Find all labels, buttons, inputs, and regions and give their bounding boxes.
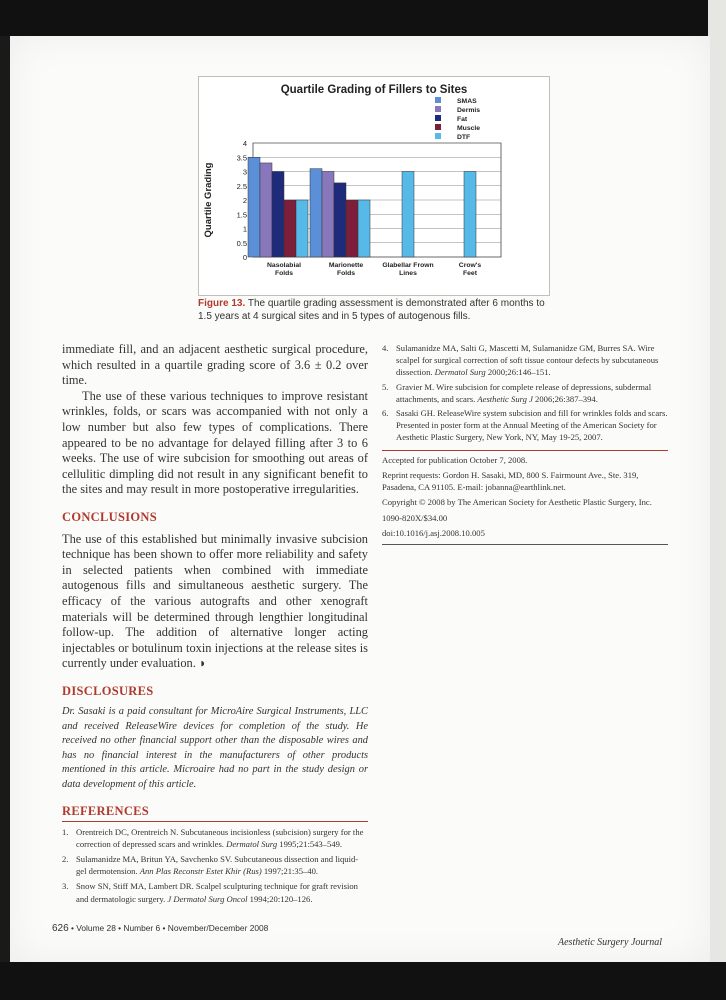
disclosures-text: Dr. Sasaki is a paid consultant for MicroAire Surgical Instruments, LLC and received ReleaseWire devices for completion of the study. He received no other financial support other than the disposable wires and has no financial interest in the manufacturers of other products mentioned in this article. Microaire had no part in the study design or data development of this article. (62, 706, 368, 790)
x-tick-label: Folds (274, 270, 294, 277)
y-tick-label: 1 (242, 224, 247, 234)
copyright: Copyright © 2008 by The American Society for Aesthetic Plastic Surgery, Inc. (382, 497, 652, 508)
divider (382, 544, 668, 545)
legend-swatch (435, 133, 441, 139)
reference-number: 4. (382, 343, 389, 353)
y-tick-label: 2 (242, 196, 247, 205)
reference-item (382, 381, 668, 405)
quartile-chart (199, 77, 549, 295)
reference-journal: Aesthetic Surg J (477, 393, 533, 404)
bar-smas (248, 157, 260, 257)
reference-text: Sulamanidze MA, Salti G, Mascetti M, Sulamanidze GM, Burres SA. Wire scalpel for surgical correction of soft tissue contour defects by subcutaneous dissection. (396, 343, 659, 378)
bar-fat (272, 172, 284, 258)
y-tick-label: 3 (242, 167, 247, 177)
reference-text: Sasaki GH. ReleaseWire system subcision and fill for wrinkles folds and scars. Presented in poster form at the Annual Meeting of the American Society for Aesthetic Plastic Surgery, New York, NY, May 19-25, 2007. (396, 408, 668, 443)
references-heading: REFERENCES (62, 804, 368, 822)
page-number: 626 (52, 923, 69, 934)
y-axis-label: Quartile Grading (203, 162, 214, 238)
end-mark: ◗ (198, 656, 207, 671)
divider (382, 450, 668, 451)
y-tick-label: 2.5 (236, 181, 247, 191)
bar-dtf (296, 200, 308, 257)
reference-journal: Dermatol Surg (434, 367, 486, 378)
reference-item (62, 853, 368, 877)
bar-dermis (322, 172, 334, 258)
legend-label: Dermis (457, 107, 481, 114)
bar-smas (310, 169, 322, 257)
reference-citation: 2000;26:146–151. (485, 367, 551, 378)
journal-page (10, 36, 710, 962)
conclusions-paragraph (62, 532, 368, 672)
bar-fat (334, 183, 346, 257)
conclusions-heading: CONCLUSIONS (62, 509, 157, 524)
bar-dtf (358, 200, 370, 257)
bar-muscle (284, 200, 296, 257)
reprint-requests: Reprint requests: Gordon H. Sasaki, MD, 800 S. Fairmount Ave., Ste. 319, Pasadena, CA 91105. E-mail: jobanna@earthlink.net. (382, 470, 639, 492)
disclosures-heading: DISCLOSURES (62, 683, 154, 698)
issn: 1090-820X/$34.00 (382, 512, 448, 523)
x-tick-label: Marionette (328, 262, 364, 269)
reference-citation: 1995;21:543–549. (277, 838, 343, 849)
issue-info: • Volume 28 • Number 6 • November/December 2008 (68, 923, 269, 933)
reference-item (382, 407, 668, 444)
legend-label: Muscle (457, 125, 481, 132)
scan-border-right (708, 0, 726, 1000)
legend-swatch (435, 106, 441, 112)
journal-name: Aesthetic Surgery Journal (558, 937, 663, 948)
y-tick-label: 1.5 (236, 210, 247, 220)
bar-dtf (464, 172, 476, 258)
x-tick-label: Glabellar Frown (382, 262, 434, 269)
chart-title: Quartile Grading of Fillers to Sites (280, 84, 468, 96)
reference-text: Sulamanidze MA, Britun YA, Savchenko SV. Subcutaneous dissection and liquid-gel dermotension. (76, 853, 359, 877)
reference-journal: Ann Plas Reconstr Estet Khir (Rus) (139, 866, 262, 877)
reference-number: 1. (62, 826, 69, 837)
paragraph-continuation: immediate fill, and an adjacent aesthetic surgical procedure, which resulted in a quartile grading score of 3.6 ± 0.2 over time. (62, 342, 368, 388)
reference-journal: J Dermatol Surg Oncol (167, 893, 248, 904)
reference-list-left (62, 826, 368, 905)
caption-text: The quartile grading assessment is demonstrated after 6 months to 1.5 years at 4 surgical sites and in 5 types of autogenous fills. (198, 298, 545, 322)
y-tick-label: 3.5 (236, 153, 247, 163)
accepted-date: Accepted for publication October 7, 2008. (382, 454, 528, 465)
reference-number: 5. (382, 381, 389, 392)
reference-list-right (382, 342, 668, 444)
legend-swatch (435, 115, 441, 121)
page-footer (52, 923, 268, 934)
paragraph-techniques: The use of these various techniques to improve resistant wrinkles, folds, or scars was accompanied with not only a low number but also few types of complications. There appeared to be no advantage for delayed filling after 3 to 6 weeks. The use of wire subcision for smoothing out areas of cellulitic dimpling did not result in any significant benefit to the sites and may result in more postoperative irregularities. (62, 388, 368, 497)
reference-number: 2. (62, 853, 69, 864)
legend-label: DTF (457, 134, 471, 141)
reference-citation: 1994;20:120–126. (247, 893, 313, 904)
x-tick-label: Crow's (458, 262, 482, 269)
right-column (382, 342, 668, 549)
reference-item (62, 826, 368, 850)
y-tick-label: 4 (242, 139, 247, 148)
scan-border-bottom (0, 962, 726, 1000)
scan-border-top (0, 0, 726, 36)
y-tick-label: 0.5 (236, 238, 247, 248)
bar-dtf (402, 172, 414, 258)
bar-dermis (260, 163, 272, 257)
reference-text: Snow SN, Stiff MA, Lambert DR. Scalpel sculpturing technique for graft revision and dermatologic surgery. (76, 881, 358, 904)
reference-citation: 2006;26:387–394. (532, 393, 598, 404)
y-tick-label: 0 (242, 253, 247, 262)
reference-item (382, 342, 668, 379)
x-tick-label: Feet (463, 270, 477, 277)
reference-item (62, 880, 368, 904)
x-tick-label: Lines (399, 270, 417, 277)
x-tick-label: Folds (336, 270, 356, 277)
figure-caption (198, 298, 558, 323)
left-column (62, 342, 368, 908)
x-tick-label: Nasolabial (267, 262, 301, 269)
conclusions-text: The use of this established but minimally invasive subcision technique has been shown to offer more reliability and safety in selected patients when combined with immediate autogenous fills and simultaneous aesthetic surgery. The efficacy of the various autografts and other xenograft materials will be determined through lengthier longitudinal follow-up. The addition of alternative longer acting injectables or botulinum toxin injections at the release sites is currently under evaluation. (62, 531, 368, 671)
article-meta (382, 455, 668, 540)
reference-citation: 1997;21:35–40. (261, 866, 319, 877)
legend-swatch (435, 124, 441, 130)
bar-muscle (346, 200, 358, 257)
legend-swatch (435, 97, 441, 103)
figure-13 (198, 76, 550, 296)
reference-journal: Dermatol Surg (226, 838, 278, 849)
reference-text: Gravier M. Wire subcision for complete release of depressions, subdermal attachments, and scars. (396, 381, 652, 404)
reference-number: 3. (62, 881, 69, 892)
legend-label: Fat (457, 116, 468, 123)
legend-label: SMAS (457, 98, 477, 105)
figure-label: Figure 13. (198, 298, 246, 309)
reference-text: Orentreich DC, Orentreich N. Subcutaneous incisionless (subcision) surgery for the correction of depressed scars and wrinkles. (76, 826, 364, 849)
reference-number: 6. (382, 408, 389, 419)
doi: doi:10.1016/j.asj.2008.10.005 (382, 528, 485, 539)
